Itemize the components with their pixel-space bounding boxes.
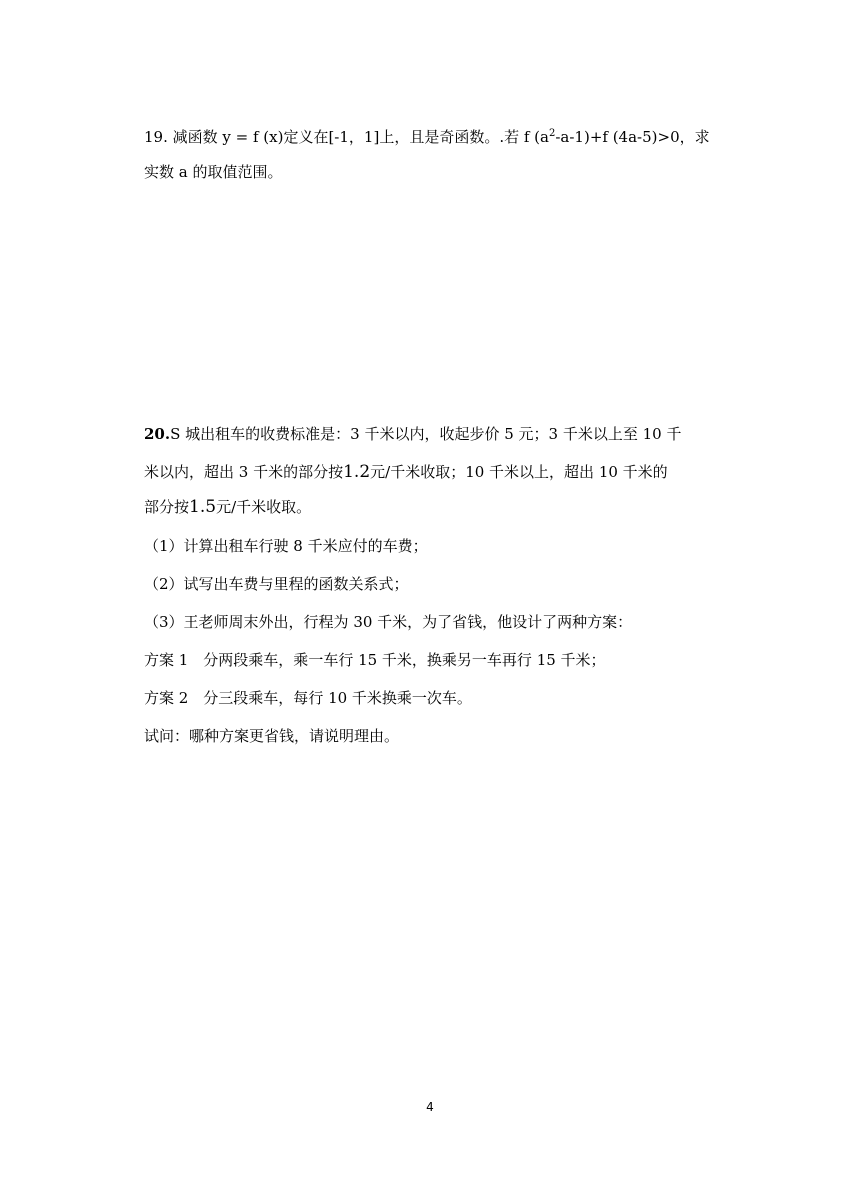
- q20-line-1: [144, 424, 681, 444]
- q20-line-1-text: S 城出租车的收费标准是：3 千米以内，收起步价 5 元；3 千米以上至 10 千: [170, 425, 682, 443]
- q20-line-2-b: 元/千米收取；10 千米以上，超出 10 千米的: [370, 463, 668, 481]
- q20-sub-3: （3）王老师周末外出，行程为 30 千米，为了省钱，他设计了两种方案：: [144, 613, 633, 631]
- q19-text-b: -a-1)+f (4a-5)>0，求: [555, 128, 710, 146]
- q20-line-3-b: 元/千米收取。: [216, 498, 312, 516]
- q19-text-a: 19. 减函数 y = f (x)定义在[-1，1]上，且是奇函数。.若 f (a: [144, 128, 549, 146]
- q20-line-2: [144, 462, 668, 482]
- page-number: 4: [426, 1100, 434, 1114]
- q20-line-3: [144, 497, 311, 517]
- q20-plan-1: 方案 1 分两段乘车，乘一车行 15 千米，换乘另一车再行 15 千米；: [144, 651, 606, 669]
- q20-sub-2: （2）试写出车费与里程的函数关系式；: [144, 575, 409, 593]
- q20-question: 试问：哪种方案更省钱，请说明理由。: [144, 727, 400, 745]
- q20-line-2-a: 米以内，超出 3 千米的部分按: [144, 463, 344, 481]
- q20-rate-1: 1.2: [343, 462, 371, 482]
- q20-plan-2: 方案 2 分三段乘车，每行 10 千米换乘一次车。: [144, 689, 472, 707]
- q19-superscript: 2: [548, 128, 556, 139]
- q20-number: 20.: [144, 425, 171, 443]
- q19-line-2: 实数 a 的取值范围。: [144, 163, 283, 181]
- q20-rate-2: 1.5: [189, 497, 217, 517]
- q20-sub-1: （1）计算出租车行驶 8 千米应付的车费；: [144, 537, 428, 555]
- q19-line-1: [144, 124, 710, 147]
- q20-line-3-a: 部分按: [144, 498, 190, 516]
